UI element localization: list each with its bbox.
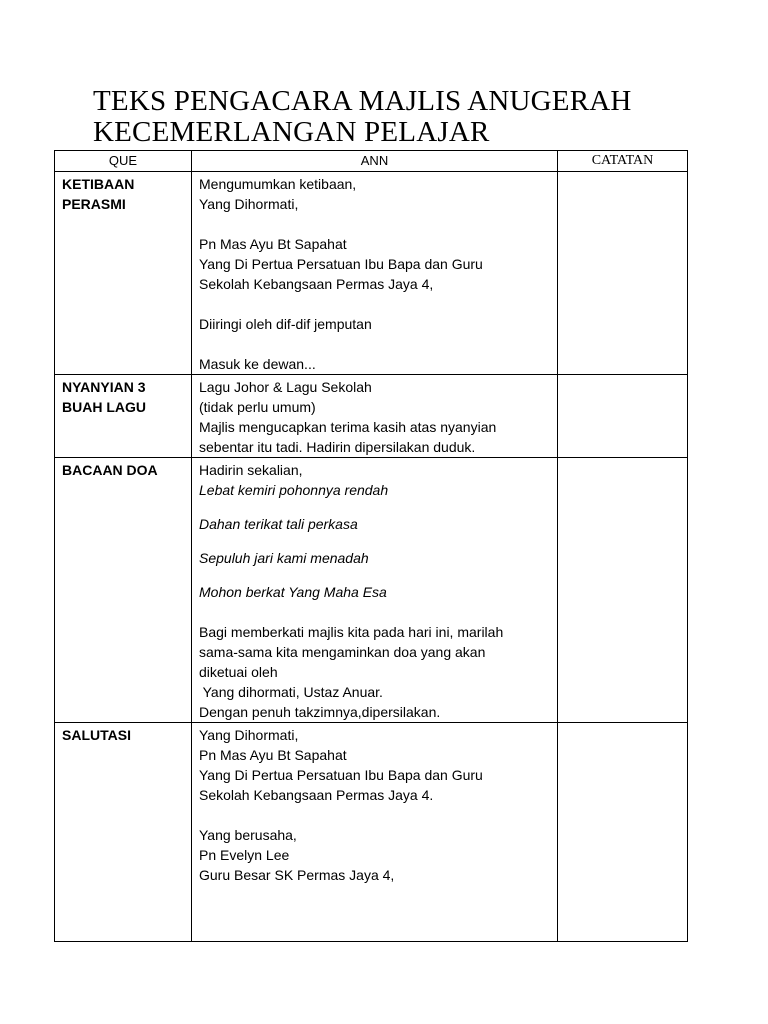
catatan-cell [558, 723, 688, 942]
ann-cell [192, 458, 558, 723]
ann-line: Yang Di Pertua Persatuan Ibu Bapa dan Guru [199, 256, 483, 272]
pantun-line: Dahan terikat tali perkasa [199, 516, 358, 532]
ann-line: Dengan penuh takzimnya,dipersilakan. [199, 704, 441, 720]
ann-line: sebentar itu tadi. Hadirin dipersilakan duduk. [199, 439, 476, 455]
ann-line: Lagu Johor & Lagu Sekolah [199, 379, 372, 395]
table-row [55, 458, 688, 723]
ann-line: Hadirin sekalian, [199, 462, 303, 478]
ann-line: Bagi memberkati majlis kita pada hari ini, marilah [199, 624, 504, 640]
ann-line: Yang Di Pertua Persatuan Ibu Bapa dan Guru [199, 767, 483, 783]
ann-line: Sekolah Kebangsaan Permas Jaya 4, [199, 276, 434, 292]
ann-line: Sekolah Kebangsaan Permas Jaya 4. [199, 787, 434, 803]
table-header-row [55, 151, 688, 172]
que-text: SALUTASI [62, 727, 131, 743]
ann-line: diketuai oleh [199, 664, 278, 680]
pantun-line: Lebat kemiri pohonnya rendah [199, 482, 389, 498]
ann-line: (tidak perlu umum) [199, 399, 316, 415]
que-text: BUAH LAGU [62, 399, 146, 415]
ann-line: Masuk ke dewan... [199, 356, 316, 372]
ann-line: Yang Dihormati, [199, 196, 299, 212]
header-ann: ANN [192, 151, 558, 172]
ann-line: Pn Mas Ayu Bt Sapahat [199, 236, 347, 252]
pantun-line: Mohon berkat Yang Maha Esa [199, 584, 387, 600]
document-title [93, 86, 632, 148]
table-row [55, 723, 688, 942]
ann-cell [192, 375, 558, 458]
ann-line: sama-sama kita mengaminkan doa yang akan [199, 644, 486, 660]
catatan-cell [558, 458, 688, 723]
que-cell [55, 375, 192, 458]
que-text: BACAAN DOA [62, 462, 158, 478]
catatan-cell [558, 172, 688, 375]
ann-line: Pn Evelyn Lee [199, 847, 290, 863]
ann-line: Yang dihormati, Ustaz Anuar. [199, 684, 383, 700]
pantun-line: Sepuluh jari kami menadah [199, 550, 369, 566]
que-cell [55, 723, 192, 942]
ann-line: Pn Mas Ayu Bt Sapahat [199, 747, 347, 763]
ann-line: Yang berusaha, [199, 827, 297, 843]
ann-line: Majlis mengucapkan terima kasih atas nyanyian [199, 419, 497, 435]
que-cell [55, 172, 192, 375]
ann-cell [192, 723, 558, 942]
table-row [55, 375, 688, 458]
script-table [54, 150, 688, 942]
table-row [55, 172, 688, 375]
header-catatan: CATATAN [558, 151, 688, 172]
title-line-2: KECEMERLANGAN PELAJAR [93, 116, 490, 148]
ann-cell [192, 172, 558, 375]
ann-line: Guru Besar SK Permas Jaya 4, [199, 867, 395, 883]
header-que: QUE [55, 151, 192, 172]
ann-line: Diiringi oleh dif-dif jemputan [199, 316, 372, 332]
que-text: NYANYIAN 3 [62, 379, 146, 395]
que-text: KETIBAAN [62, 176, 135, 192]
title-line-1: TEKS PENGACARA MAJLIS ANUGERAH [93, 85, 632, 117]
catatan-cell [558, 375, 688, 458]
ann-line: Mengumumkan ketibaan, [199, 176, 357, 192]
que-text: PERASMI [62, 196, 126, 212]
ann-line: Yang Dihormati, [199, 727, 299, 743]
que-cell [55, 458, 192, 723]
